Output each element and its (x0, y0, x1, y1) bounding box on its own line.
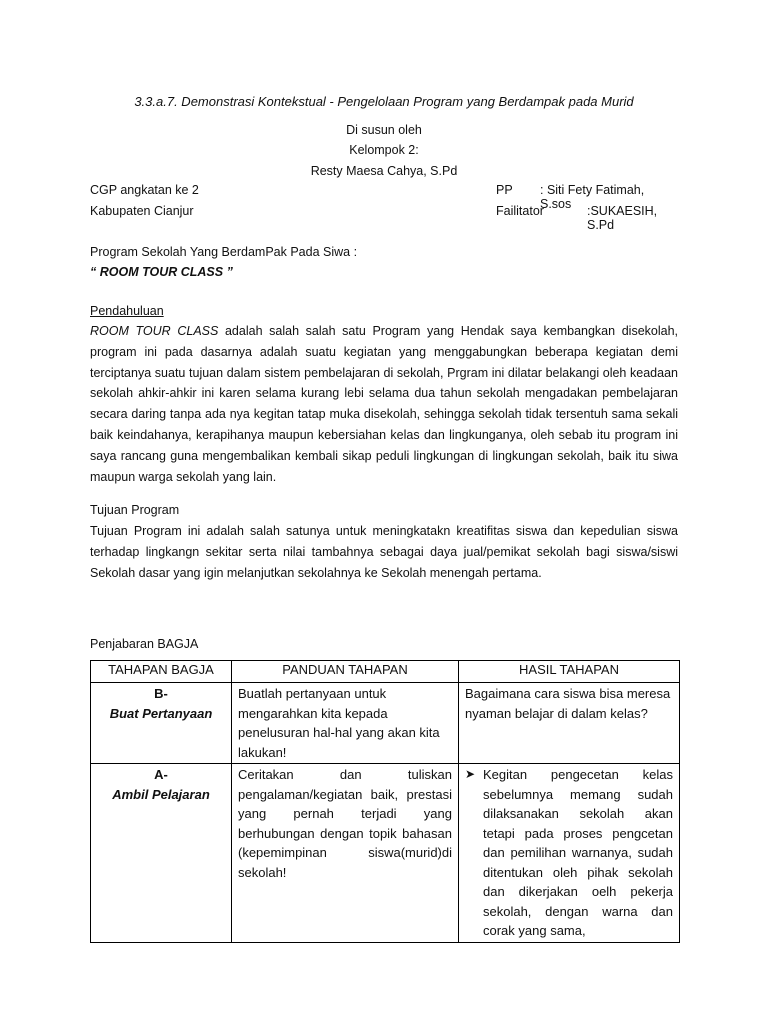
table-header-row (91, 661, 680, 683)
intro-paragraph (90, 321, 678, 487)
table-row (91, 764, 680, 943)
bagja-table (90, 660, 680, 943)
stage-letter: B- (154, 686, 168, 701)
goal-heading: Tujuan Program (90, 503, 180, 517)
stage-cell (91, 764, 232, 943)
stage-letter: A- (154, 767, 168, 782)
document-title: 3.3.a.7. Demonstrasi Kontekstual - Pengelolaan Program yang Berdampak pada Murid (134, 94, 634, 109)
pp-label: PP (496, 183, 513, 197)
compiled-by: Di susun oleh (346, 123, 422, 137)
program-line: Program Sekolah Yang BerdamPak Pada Siwa : (90, 245, 358, 259)
result-bullet (465, 765, 673, 941)
goal-paragraph: Tujuan Program ini adalah salah satunya untuk meningkatakn kreatifitas siswa dan kepedulian siswa terhadap lingkangn sekitar serta nilai tambahnya sebagai daya jual/pemikat sekolah bagi siswa/siswi Sekolah dasar yang igin melanjutkan sekolahnya ke Sekolah menengah pertama. (90, 524, 678, 580)
stage-cell (91, 683, 232, 764)
group-name: Kelompok 2: (349, 143, 419, 157)
table-row (91, 683, 680, 764)
column-header: HASIL TAHAPAN (459, 661, 680, 683)
cgp-label: CGP angkatan ke 2 (90, 183, 199, 197)
arrow-bullet-icon: ➤ (465, 767, 476, 781)
result-cell (459, 764, 680, 943)
district: Kabupaten Cianjur (90, 204, 194, 218)
result-cell: Bagaimana cara siswa bisa meresa nyaman belajar di dalam kelas? (459, 683, 680, 764)
facilitator-value: :SUKAESIH, S.Pd (587, 204, 658, 232)
result-text: Kegitan pengecetan kelas sebelumnya memang sudah dilaksanakan sekolah akan tetapi pada proses pengcetan dan pemilihan warnanya, sudah ditentukan oleh pihak sekolah dan dikerjakan oelh pekerja sekolah, dengan warna dan corak yang sama, (483, 767, 673, 938)
guide-cell: Ceritakan dan tuliskan pengalaman/kegiatan baik, prestasi yang pernah terjadi yang berhubungan dengan topik bahasan (kepemimpinan siswa(murid)di sekolah! (232, 764, 459, 943)
facilitator-label: Failitator (496, 204, 544, 218)
guide-cell: Buatlah pertanyaan untuk mengarahkan kita kepada penelusuran hal-hal yang akan kita lakukan! (232, 683, 459, 764)
stage-name: Ambil Pelajaran (112, 786, 210, 802)
intro-lead: ROOM TOUR CLASS (90, 324, 219, 338)
column-header: TAHAPAN BAGJA (91, 661, 232, 683)
column-header: PANDUAN TAHAPAN (232, 661, 459, 683)
program-name: “ ROOM TOUR CLASS ” (90, 265, 233, 279)
pp-value: : Siti Fety Fatimah, S.sos (540, 183, 645, 211)
intro-heading: Pendahuluan (90, 304, 164, 318)
stage-name: Buat Pertanyaan (109, 705, 213, 721)
intro-body: adalah salah salah satu Program yang Hendak saya kembangkan disekolah, program ini pada dasarnya adalah suatu kegiatan yang menggabungkan beberapa kegiatan demi terciptanya suatu tujuan dalam sistem pembelajaran di sekolah, Prgram ini dilatar belakangi oleh keadaan sekolah ahkir-ahkir ini karen selama kurang lebi selama dua tahun sekolah mengadakan pembelajaran secara daring tanpa ada nya kegitan tatap muka disekolah, sehingga sekolah tidak tersentuh sama sekali baik keindahanya, kerapihanya maupun kebersiahan kelas dan lingkunganya, oleh sebab itu program ini saya rancang guna mengembalikan kembali sikap peduli lingkungan di lingkungan sekolah, baik itu siwa maupun warga sekolah yang lain. (90, 324, 679, 484)
bagja-heading: Penjabaran BAGJA (90, 637, 199, 651)
author-name: Resty Maesa Cahya, S.Pd (310, 164, 458, 178)
